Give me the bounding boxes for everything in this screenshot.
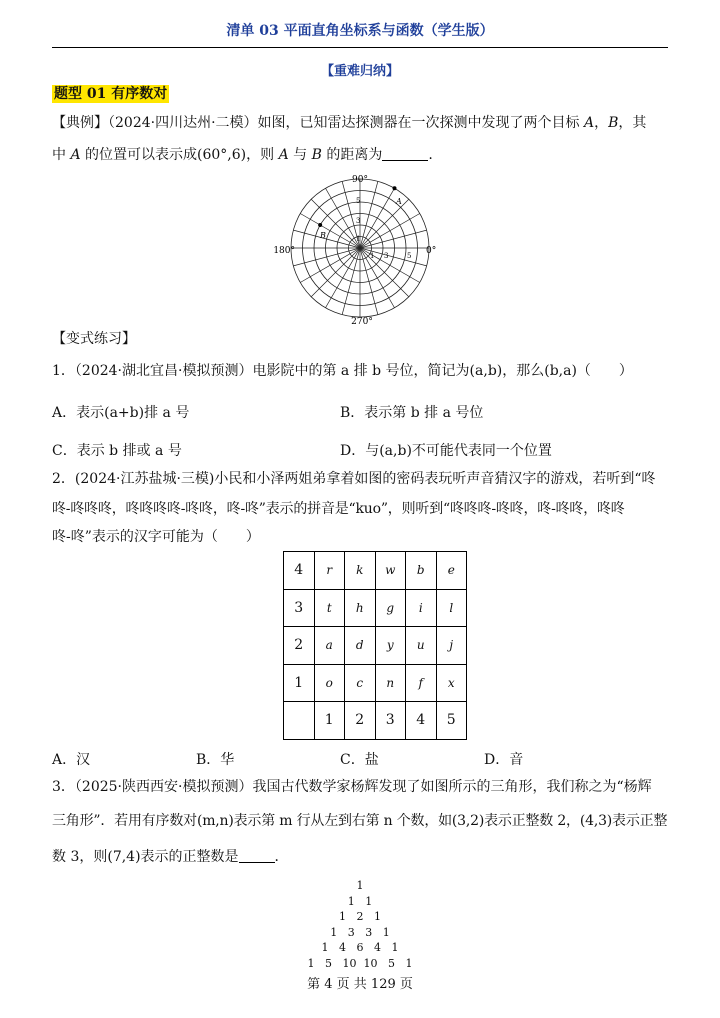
section-title: 【重难归纳】 — [320, 64, 399, 79]
q3-end: ． — [274, 849, 289, 865]
radar-ring-label-1: 1 — [370, 252, 375, 260]
q3-source: （2025·陕西西安·模拟预测） — [74, 779, 253, 795]
code-cell: r — [314, 552, 345, 590]
code-cell: i — [406, 589, 437, 627]
radar-point-b-label: B — [320, 231, 326, 240]
q1-option-c[interactable]: C．表示 b 排或 a 号 — [52, 443, 182, 459]
q1-option-b[interactable]: B．表示第 b 排 a 号位 — [340, 405, 484, 421]
code-col-label: 1 — [314, 702, 345, 740]
triangle-row: 1 1 — [347, 894, 373, 908]
point-b-ref: B — [608, 115, 619, 131]
code-table-row — [284, 627, 467, 665]
q2-option-d[interactable]: D．音 — [484, 752, 524, 768]
code-cell: x — [436, 664, 467, 702]
radar-ring-label-3: 3 — [384, 252, 389, 260]
q1-stem — [52, 358, 672, 384]
code-cell: o — [314, 664, 345, 702]
radar-ray — [300, 214, 360, 249]
radar-ray — [360, 188, 395, 248]
answer-blank[interactable] — [382, 147, 428, 161]
yanghui-triangle — [300, 878, 420, 971]
q2-line-2: 咚-咚咚咚，咚咚咚咚-咚咚，咚-咚”表示的拼音是“kuo”，则听到“咚咚咚-咚咚，咚-咚咚，咚咚 — [52, 501, 625, 517]
radar-ray — [300, 248, 360, 283]
radar-ray — [360, 248, 395, 308]
page-footer: 第 4 页 共 129 页 — [307, 977, 413, 992]
code-cell: h — [345, 589, 376, 627]
code-cell: j — [436, 627, 467, 665]
code-col-label: 5 — [436, 702, 467, 740]
practice-title: 【变式练习】 — [52, 331, 136, 347]
q2-line-1 — [52, 466, 672, 492]
point-a-ref-2: A — [70, 147, 81, 163]
example-line2-text: 的位置可以表示成 — [80, 147, 198, 163]
example-text: 如图，已知雷达探测器在一次探测中发现了两个目标 — [257, 115, 584, 131]
triangle-row: 1 3 3 1 — [330, 925, 390, 939]
radar-ray — [326, 188, 361, 248]
code-table-row — [284, 664, 467, 702]
code-row-label: 4 — [284, 552, 315, 590]
code-cell: t — [314, 589, 345, 627]
example-coord: (60°,6) — [197, 147, 247, 163]
code-table-row — [284, 589, 467, 627]
q2-source: (2024·江苏盐城·三模) — [74, 471, 215, 487]
q2-option-a[interactable]: A．汉 — [52, 752, 91, 768]
q3-line-2: 三角形”．若用有序数对(m,n)表示第 m 行从左到右第 n 个数，如(3,2)表示正整数 2，(4,3)表示正整 — [52, 813, 668, 829]
example-line2-pre: 中 — [52, 147, 71, 163]
code-cell: e — [436, 552, 467, 590]
code-cell: k — [345, 552, 376, 590]
radar-ray — [311, 248, 360, 297]
code-col-label: 3 — [375, 702, 406, 740]
code-cell: y — [375, 627, 406, 665]
code-cell: g — [375, 589, 406, 627]
q3-text-1: 我国古代数学家杨辉发现了如图所示的三角形，我们称之为“杨辉 — [252, 779, 652, 795]
comma: ， — [594, 115, 609, 131]
radar-ray — [326, 248, 361, 308]
code-cell: a — [314, 627, 345, 665]
radar-ring-label-5: 5 — [407, 252, 412, 260]
header-divider — [52, 47, 668, 48]
q2-number: 2． — [52, 471, 75, 487]
triangle-row: 1 4 6 4 1 — [321, 941, 399, 954]
code-col-label: 4 — [406, 702, 437, 740]
radar-ring-up-label-1: 1 — [356, 235, 361, 243]
code-cell: u — [406, 627, 437, 665]
example-prefix: 【典例】 — [52, 115, 108, 131]
code-col-label — [284, 702, 315, 740]
example-line2-text3: 与 — [288, 147, 312, 163]
triangle-row: 1 5 10 10 5 1 — [307, 956, 413, 970]
code-table-row — [284, 552, 467, 590]
q1-number: 1． — [52, 363, 75, 379]
q2-text-1: 小民和小泽两姐弟拿着如图的密码表玩听声音猜汉字的游戏，若听到“咚 — [214, 471, 656, 487]
q1-option-d[interactable]: D．与(a,b)不可能代表同一个位置 — [340, 443, 552, 459]
code-cell: f — [406, 664, 437, 702]
triangle-row: 1 — [356, 879, 364, 892]
radar-ring-up-label-5: 5 — [356, 197, 361, 205]
point-a-ref-3: A — [278, 147, 289, 163]
code-cell: b — [406, 552, 437, 590]
code-cell: d — [345, 627, 376, 665]
code-cell: c — [345, 664, 376, 702]
code-cell: w — [375, 552, 406, 590]
code-col-label: 2 — [345, 702, 376, 740]
q3-line-1 — [52, 774, 672, 800]
q3-line-3 — [52, 844, 672, 870]
code-row-label: 1 — [284, 664, 315, 702]
q2-option-c[interactable]: C．盐 — [340, 752, 379, 768]
radar-label-0: 0° — [426, 246, 437, 256]
q1-option-a[interactable]: A．表示(a+b)排 a 号 — [52, 405, 190, 421]
header-title: 清单 03 平面直角坐标系与函数（学生版） — [226, 23, 494, 39]
code-row-label: 3 — [284, 589, 315, 627]
radar-label-90: 90° — [352, 175, 368, 185]
q1-source: （2024·湖北宜昌·模拟预测） — [74, 363, 253, 379]
example-line-2 — [52, 142, 672, 168]
q2-line-3: 咚-咚”表示的汉字可能为（ ） — [52, 529, 260, 545]
type-title: 题型 01 有序数对 — [54, 86, 168, 102]
code-table — [283, 551, 467, 740]
triangle-row: 1 2 1 — [339, 910, 381, 923]
q2-option-b[interactable]: B．华 — [196, 752, 235, 768]
q3-answer-blank[interactable] — [239, 849, 275, 863]
radar-figure — [273, 172, 446, 328]
radar-point-a-label: A — [396, 197, 402, 206]
radar-label-180: 180° — [273, 246, 295, 256]
radar-ray — [360, 214, 420, 249]
radar-ray — [360, 199, 409, 248]
code-row-label: 2 — [284, 627, 315, 665]
code-cell: n — [375, 664, 406, 702]
q3-number: 3． — [52, 779, 75, 795]
example-line2-text2: ，则 — [246, 147, 279, 163]
radar-target-point — [393, 186, 397, 190]
example-line-1 — [52, 110, 672, 136]
q3-text-3: 数 3，则(7,4)表示的正整数是 — [52, 849, 239, 865]
code-cell: l — [436, 589, 467, 627]
radar-label-270: 270° — [351, 317, 373, 327]
example-source: （2024·四川达州·二模） — [108, 115, 258, 131]
example-end: . — [428, 147, 433, 163]
radar-ray — [311, 199, 360, 248]
example-text-2: ，其 — [618, 115, 647, 131]
radar-ring-up-label-3: 3 — [356, 217, 361, 225]
radar-target-point — [318, 223, 322, 227]
point-b-ref-2: B — [311, 147, 322, 163]
code-table-footer-row — [284, 702, 467, 740]
point-a-ref: A — [583, 115, 595, 131]
example-line2-text4: 的距离为 — [321, 147, 383, 163]
q1-text: 电影院中的第 a 排 b 号位，简记为(a,b)，那么(b,a)（ ） — [252, 363, 633, 379]
